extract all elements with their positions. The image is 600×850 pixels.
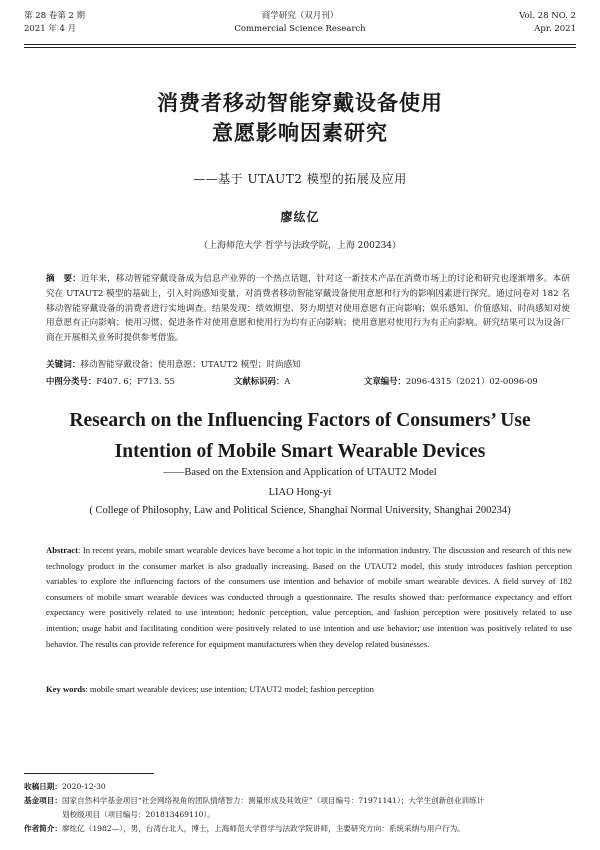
received-date: 2020-12-30 xyxy=(61,782,106,791)
footnote-fund xyxy=(24,794,576,808)
footnote-received xyxy=(24,780,576,794)
title-en-line2: Intention of Mobile Smart Wearable Devices xyxy=(114,441,486,462)
abstract-en xyxy=(46,543,572,652)
abstract-cn-label: 摘 要： xyxy=(46,274,81,284)
doc-code-label: 文献标识码： xyxy=(234,376,285,386)
subtitle-cn: ——基于 UTAUT2 模型的拓展及应用 xyxy=(193,172,407,186)
header-rule-top xyxy=(24,44,576,45)
running-header xyxy=(24,10,576,44)
clc-label: 中图分类号： xyxy=(46,376,97,386)
header-volume-cn: 第 28 卷第 2 期 xyxy=(24,11,86,21)
article-number-label: 文章编号： xyxy=(364,376,406,386)
affiliation-en: ( College of Philosophy, Law and Political Science, Shanghai Normal University, Shanghai 200234) xyxy=(89,505,511,516)
header-date-en: Apr. 2021 xyxy=(534,24,576,34)
received-label: 收稿日期： xyxy=(24,782,62,791)
clc-number xyxy=(46,375,175,387)
title-en-line1: Research on the Influencing Factors of Consumers’ Use xyxy=(69,410,531,431)
author-en: LIAO Hong-yi xyxy=(268,487,332,498)
subtitle-en: ——Based on the Extension and Application of UTAUT2 Model xyxy=(163,467,437,478)
footnote-rule xyxy=(24,773,154,774)
title-cn xyxy=(40,88,560,148)
abstract-cn-text: 近年来，移动智能穿戴设备成为信息产业界的一个热点话题，针对这一新技术产品在消费市场上的讨论和研究也逐渐增多。本研究在 UTAUT2 模型的基础上，引入时尚感知变量，对消费者移动智能穿戴设备使用意愿和行为的影响因素进行探究。通过问卷对 182 名移动智能穿戴设备的消费者进行实地调查。结果发现：绩效期望、努力期望对使用意愿有正向影响；娱乐感知、价值感知、时尚感知对使用意愿有正向影响；使用习惯、促进条件对使用意愿和使用行为均有正向影响；使用意愿对使用行为有正向影响。研究结果可以为设备厂商在开展相关业务时提供参考借鉴。 xyxy=(46,274,570,344)
keywords-en-label: Key words xyxy=(46,684,86,694)
keywords-cn-label: 关键词： xyxy=(46,360,81,370)
article-number-value: 2096-4315（2021）02-0096-09 xyxy=(405,376,538,386)
fund-label: 基金项目： xyxy=(24,796,62,805)
title-cn-line1: 消费者移动智能穿戴设备使用 xyxy=(157,91,443,115)
header-journal-en: Commercial Science Research xyxy=(234,24,366,34)
keywords-cn xyxy=(46,359,570,371)
doc-code xyxy=(234,375,290,387)
keywords-cn-text: 移动智能穿戴设备；使用意愿；UTAUT2 模型；时尚感知 xyxy=(80,360,301,370)
article-number xyxy=(364,375,538,387)
header-rule-bottom xyxy=(24,47,576,48)
author-bio-text: 廖纮亿（1982—），男，台湾台北人，博士，上海师范大学哲学与法政学院讲师，主要研究方向：系统采纳与用户行为。 xyxy=(61,824,465,833)
footnote-author xyxy=(24,822,576,836)
footnotes xyxy=(24,780,576,836)
abstract-en-label: Abstract xyxy=(46,545,78,555)
clc-value: F407. 6；F713. 55 xyxy=(96,376,175,386)
author-cn: 廖纮亿 xyxy=(280,210,320,224)
keywords-en-text: : mobile smart wearable devices; use intention; UTAUT2 model; fashion perception xyxy=(85,684,374,694)
fund-text-line2: 划校级项目（项目编号：201813469110）。 xyxy=(62,810,215,819)
header-journal-cn: 商学研究（双月刊） xyxy=(261,11,339,21)
fund-text-line1: 国家自然科学基金项目“社会网络视角的团队情绪智力：测量形成及其效应”（项目编号：71971141）；大学生创新创业训练计 xyxy=(61,796,485,805)
abstract-cn xyxy=(46,272,570,346)
header-volume-en: Vol. 28 NO. 2 xyxy=(519,11,576,21)
author-bio-label: 作者简介： xyxy=(24,824,62,833)
affiliation-cn: （上海师范大学 哲学与法政学院，上海 200234） xyxy=(198,241,402,251)
abstract-en-text: : In recent years, mobile smart wearable devices have become a hot topic in the information industry. The discussion and research of this new technology product in the consumer market is also gradually increasing. Based on the UTAUT2 model, this study introduces fashion perception variables to explore the influencing factors of the consumers use intention and behavior of mobile smart wearable devices. A field survey of 182 consumers of mobile smart wearable devices was conducted through a questionnaire. The results showed that: performance expectancy and effort expectancy were positively related to use intention; hedonic perception, value perception, and fashion perception were positively related to use intention; usage habit and facilitating condition were positively related to use intention and use behavior; use intention was positively related to use behavior. The results can provide reference for equipment manufacturers when they develop related businesses. xyxy=(46,545,572,649)
header-date-cn: 2021 年 4 月 xyxy=(24,24,77,34)
title-cn-line2: 意愿影响因素研究 xyxy=(212,121,388,145)
title-en xyxy=(20,405,580,467)
doc-code-value: A xyxy=(284,376,291,386)
keywords-en xyxy=(46,684,572,694)
